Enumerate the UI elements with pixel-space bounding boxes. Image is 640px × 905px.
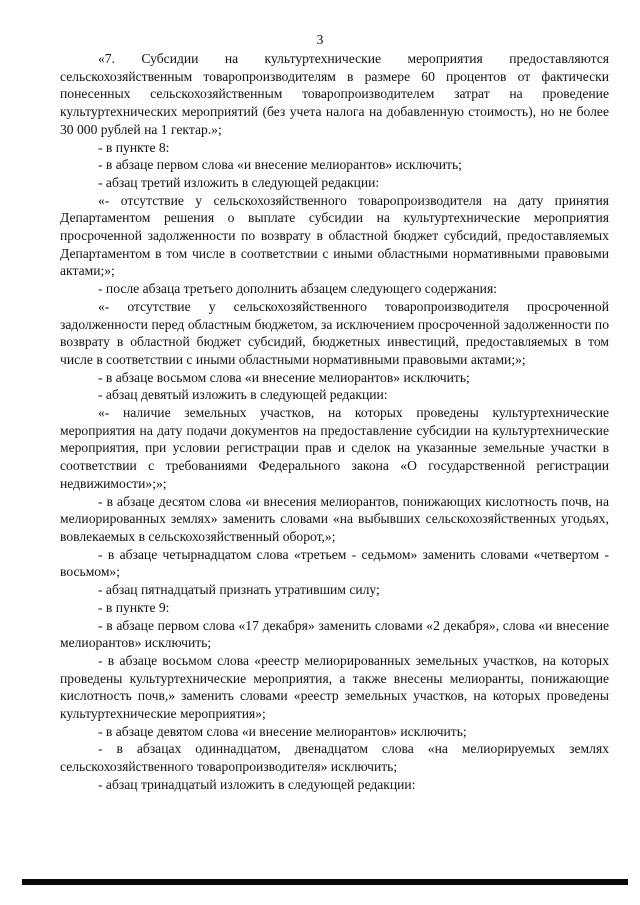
paragraph-repeal-fifteenth: - абзац пятнадцатый признать утратившим силу; xyxy=(98,582,380,598)
paragraph-item9-first: - в абзаце первом слова «17 декабря» заменить словами «2 декабря», слова «и внесение мелиорантов» исключить; xyxy=(60,617,609,651)
paragraph-after-third: - после абзаца третьего дополнить абзацем следующего содержания: xyxy=(98,281,497,297)
paragraph-amend-third: - абзац третий изложить в следующей редакции: xyxy=(98,174,380,190)
paragraph-amend-tenth: - в абзаце десятом слова «и внесения мелиорантов, понижающих кислотность почв, на мелиорированных землях» заменить словами «на выбывших сельскохозяйственных угодьях, вовлекаемых в сельскохозяйственный оборот,»; xyxy=(60,493,609,544)
paragraph-amend-first: - в абзаце первом слова «и внесение мелиорантов» исключить; xyxy=(98,157,462,173)
document-body xyxy=(60,50,609,794)
paragraph-item9-eleventh-twelfth: - в абзацах одиннадцатом, двенадцатом слова «на мелиорируемых землях сельскохозяйственного товаропроизводителя» исключить; xyxy=(60,741,609,775)
paragraph-amend-fourteenth: - в абзаце четырнадцатом слова «третьем - седьмом» заменить словами «четвертом - восьмом»; xyxy=(60,546,609,580)
paragraph-amend-eighth: - в абзаце восьмом слова «и внесение мелиорантов» исключить; xyxy=(98,369,470,385)
paragraph-item9-ninth: - в абзаце девятом слова «и внесение мелиорантов» исключить; xyxy=(98,723,467,739)
paragraph-item-8: - в пункте 8: xyxy=(98,139,170,155)
bottom-rule xyxy=(22,879,628,885)
paragraph-new-third: «- отсутствие у сельскохозяйственного товаропроизводителя на дату принятия Департаментом решения о выплате субсидии на культуртехнические мероприятия просроченной задолженности по возврату в областной бюджет субсидий, предоставляемых Департаментом в том числе в соответствии с иными областными нормативными правовыми актами;»; xyxy=(60,192,609,279)
paragraph-item-9: - в пункте 9: xyxy=(98,599,170,615)
page-number: 3 xyxy=(316,32,324,47)
paragraph-item9-eighth: - в абзаце восьмом слова «реестр мелиорированных земельных участков, на которых проведены культуртехнические мероприятия, а также внесены мелиоранты, понижающие кислотность почв,» заменить словами «реестр земельных участков, на которых проведены культуртехнические мероприятия»; xyxy=(60,652,609,722)
paragraph-amend-ninth: - абзац девятый изложить в следующей редакции: xyxy=(98,387,388,403)
paragraph-new-inserted: «- отсутствие у сельскохозяйственного товаропроизводителя просроченной задолженности перед областным бюджетом, за исключением просроченной задолженности по возврату в областной бюджет субсидий, бюджетных инвестиций, предоставляемых в том числе в соответствии с иными областными нормативными правовыми актами;»; xyxy=(60,298,609,367)
paragraph-item9-thirteenth: - абзац тринадцатый изложить в следующей редакции: xyxy=(98,776,416,792)
paragraph-new-ninth: «- наличие земельных участков, на которых проведены культуртехнические мероприятия на дату подачи документов на предоставление субсидии на культуртехнические мероприятия, при условии регистрации прав и сделок на указанные земельные участки в соответствии с требованиями Федерального закона «О государственной регистрации недвижимости»;»; xyxy=(60,405,609,491)
paragraph-subsidy-clause: «7. Субсидии на культуртехнические мероприятия предоставляются сельскохозяйственным товаропроизводителям в размере 60 процентов от фактически понесенных сельскохозяйственным товаропроизводителем затрат на проведение культуртехнических мероприятий (без учета налога на добавленную стоимость), но не более 30 000 рублей на 1 гектар.»; xyxy=(60,51,609,137)
